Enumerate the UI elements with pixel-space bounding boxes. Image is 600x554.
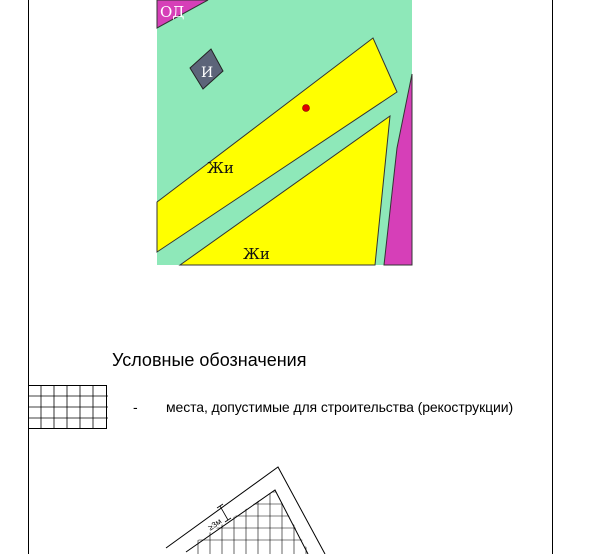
legend-item-text: места, допустимые для строительства (рекострукции) (166, 399, 514, 415)
legend-separator: - (133, 399, 138, 415)
zone-label-zhi-2: Жи (243, 245, 270, 263)
zone-label-zhi-1: Жи (207, 159, 234, 177)
buildable-hatch (180, 480, 320, 554)
legend-title: Условные обозначения (112, 350, 307, 370)
buildable-outline (186, 490, 308, 554)
dimension-line (220, 506, 228, 520)
zone-label-i: И (201, 65, 214, 81)
zone-label-od: ОД (160, 3, 185, 21)
dimension-label: ≥3м (206, 516, 224, 533)
